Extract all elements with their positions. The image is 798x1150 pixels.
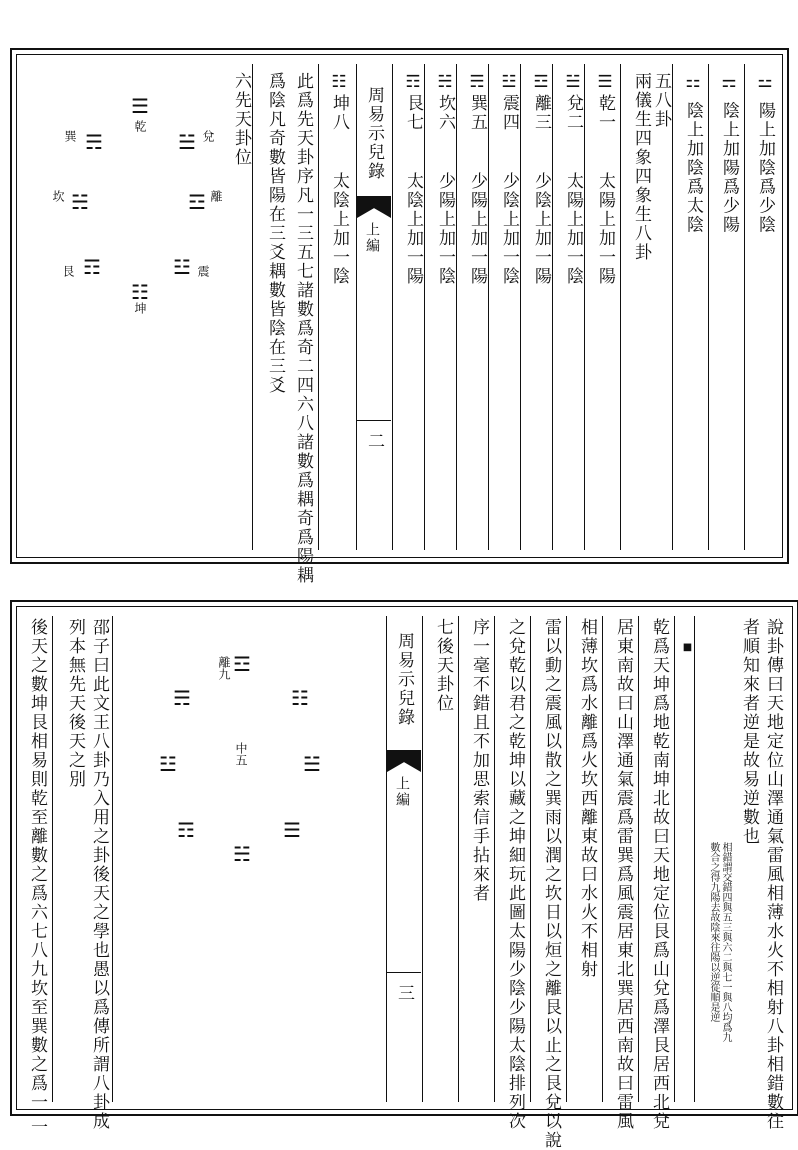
column-rule xyxy=(318,64,319,550)
gua-text: 太陽上加一陰 xyxy=(563,172,583,286)
gua-label: ☱兌二 xyxy=(563,72,583,132)
gua-text: 太陰上加一陰 xyxy=(329,172,349,286)
text-col: 邵子曰此文王八卦乃入用之卦後天之學也愚以爲傳所謂八卦成 xyxy=(89,618,109,1131)
li-label: 離 xyxy=(209,190,223,202)
qian-label: 乾 xyxy=(133,120,147,132)
commentary-col: 相錯謂交錯四與五三與六二與七一與八均爲九 xyxy=(720,842,731,1042)
four-symbol-code: ⚍ xyxy=(755,72,775,94)
column-text: 陽上加陰爲少陰 xyxy=(755,101,775,235)
gua-row xyxy=(532,72,549,286)
column-rule xyxy=(112,616,113,1102)
column-rule xyxy=(638,616,639,1102)
column-rule xyxy=(672,64,673,550)
column-rule xyxy=(566,616,567,1102)
note-line-1: 此爲先天卦序凡一三五七諸數爲奇二四六八諸數爲耦奇爲陽耦 xyxy=(293,72,313,585)
houtian-diagram xyxy=(132,642,352,882)
gua-text: 少陰上加一陰 xyxy=(499,172,519,286)
kan-trigram: ☵ xyxy=(230,842,254,866)
volume-label: 上編 xyxy=(394,776,410,808)
band-rule xyxy=(386,616,387,1102)
gua-text: 太陽上加一陽 xyxy=(595,172,615,286)
dui-trigram: ☱ xyxy=(175,130,199,154)
kan-label: 坎 xyxy=(51,190,65,202)
li-trigram: ☲ xyxy=(185,190,209,214)
gua-text: 少陽上加一陰 xyxy=(435,172,455,286)
heading-five: 五八卦 xyxy=(651,72,671,129)
column-rule xyxy=(708,64,709,550)
gua-text: 太陰上加一陽 xyxy=(403,172,423,286)
gua-label: ☴巽五 xyxy=(467,72,487,132)
gua-label: ☰乾一 xyxy=(595,72,615,132)
left-heading: 七後天卦位 xyxy=(433,618,453,713)
band-rule xyxy=(422,616,423,1102)
text-col: 之兌乾以君之乾坤以藏之坤細玩此圖太陽少陰少陽太陰排列次 xyxy=(505,618,525,1131)
column-rule xyxy=(584,64,585,550)
column-rule xyxy=(494,616,495,1102)
bottom-sheet xyxy=(10,600,798,1150)
column-text: 陰上加陽爲少陽 xyxy=(719,101,739,235)
li-trigram: ☲ xyxy=(230,652,254,676)
page-rule xyxy=(387,972,421,973)
gua-row xyxy=(468,72,485,286)
column-rule xyxy=(52,616,53,1102)
four-symbol-code: ⚏ xyxy=(683,72,703,94)
gua-row xyxy=(500,72,517,286)
commentary-col: 數合之得九陽去故陰來往陽以逆從順是逆 xyxy=(708,842,719,1022)
li-nine-label: 離九 xyxy=(217,656,231,680)
column-rule xyxy=(458,616,459,1102)
book-title: 周易示兒錄 xyxy=(364,86,384,181)
text-col: 居東南故曰山澤通氣震爲雷巽爲風震居東北巽居西南故曰雷風 xyxy=(613,618,633,1131)
text-col: 後天之數坤艮相易則乾至離數之爲六七八九坎至巽數之爲一二 xyxy=(27,618,47,1131)
right-col-3 xyxy=(684,72,701,234)
gua-row xyxy=(330,72,347,286)
column-rule xyxy=(488,64,489,550)
gen-trigram: ☶ xyxy=(80,255,104,279)
four-symbol-code: ⚎ xyxy=(719,72,739,94)
gua-text: 少陽上加一陽 xyxy=(467,172,487,286)
text-col: 相薄坎爲水離爲火坎西離東故曰水火不相射 xyxy=(577,618,597,979)
gua-row xyxy=(564,72,581,286)
fish-tail-mark xyxy=(357,196,391,218)
qian-trigram: ☰ xyxy=(280,818,304,842)
heading-text: 兩儀生四象四象生八卦 xyxy=(631,72,651,262)
qian-trigram: ☰ xyxy=(128,94,152,118)
text-col: 列本無先天後天之別 xyxy=(65,618,85,789)
center-band xyxy=(357,50,391,562)
column-rule xyxy=(252,64,253,550)
gua-row xyxy=(596,72,613,286)
text-col: 序一毫不錯且不加思索信手拈來者 xyxy=(469,618,489,903)
gua-label: ☷坤八 xyxy=(329,72,349,132)
zhen-trigram: ☳ xyxy=(156,752,180,776)
kun-trigram: ☷ xyxy=(128,280,152,304)
kan-trigram: ☵ xyxy=(68,190,92,214)
column-rule xyxy=(456,64,457,550)
gua-text: 少陰上加一陽 xyxy=(531,172,551,286)
text-col: 雷以動之震風以散之巽雨以潤之坎日以烜之離艮以止之艮兌以說 xyxy=(541,618,561,1150)
band-rule xyxy=(392,64,393,550)
xun-label: 巽 xyxy=(63,130,77,142)
column-rule xyxy=(520,64,521,550)
page-rule xyxy=(357,420,391,421)
column-rule xyxy=(694,616,695,1102)
column-rule xyxy=(744,64,745,550)
band-rule xyxy=(356,64,357,550)
page-number: 二 xyxy=(364,432,384,451)
gua-label: ☵坎六 xyxy=(435,72,455,132)
text-col: 乾爲天坤爲地乾南坤北故曰天地定位艮爲山兌爲澤艮居西北兌 xyxy=(649,618,669,1131)
column-rule xyxy=(530,616,531,1102)
column-text: 陰上加陰爲太陰 xyxy=(683,101,703,235)
column-rule xyxy=(602,616,603,1102)
column-rule xyxy=(424,64,425,550)
fish-tail-mark xyxy=(387,750,421,772)
dui-label: 兌 xyxy=(201,130,215,142)
gua-label: ☳震四 xyxy=(499,72,519,132)
kun-label: 坤 xyxy=(133,302,147,314)
page-number: 三 xyxy=(394,984,414,1003)
column-rule xyxy=(674,616,675,1102)
note-line-2: 爲陰凡奇數皆陽在三爻耦數皆陰在三爻 xyxy=(265,72,285,395)
center-band xyxy=(387,602,421,1114)
center-five-label: 中五 xyxy=(234,742,248,766)
mark-yi: ■ xyxy=(682,642,693,653)
gua-label: ☶艮七 xyxy=(403,72,423,132)
kun-trigram: ☷ xyxy=(288,686,312,710)
zhen-label: 震 xyxy=(196,265,210,277)
zhen-trigram: ☳ xyxy=(170,255,194,279)
right-col-2 xyxy=(720,72,737,234)
book-title: 周易示兒錄 xyxy=(394,632,414,727)
dui-trigram: ☱ xyxy=(300,752,324,776)
gua-row xyxy=(436,72,453,286)
gua-label: ☲離三 xyxy=(531,72,551,132)
gua-row xyxy=(404,72,421,286)
right-col-1 xyxy=(756,72,773,234)
text-col: 說卦傳曰天地定位山澤通氣雷風相薄水火不相射八卦相錯數往 xyxy=(763,618,783,1131)
xun-trigram: ☴ xyxy=(170,686,194,710)
gen-label: 艮 xyxy=(61,265,75,277)
column-rule xyxy=(620,64,621,550)
xun-trigram: ☴ xyxy=(82,130,106,154)
gen-trigram: ☶ xyxy=(174,818,198,842)
text-col: 者順知來者逆是故易逆數也 xyxy=(739,618,759,846)
column-rule xyxy=(552,64,553,550)
xiantian-diagram xyxy=(52,90,222,320)
volume-label: 上編 xyxy=(364,222,380,254)
top-sheet xyxy=(10,48,789,585)
diagram-title: 六先天卦位 xyxy=(231,72,251,167)
